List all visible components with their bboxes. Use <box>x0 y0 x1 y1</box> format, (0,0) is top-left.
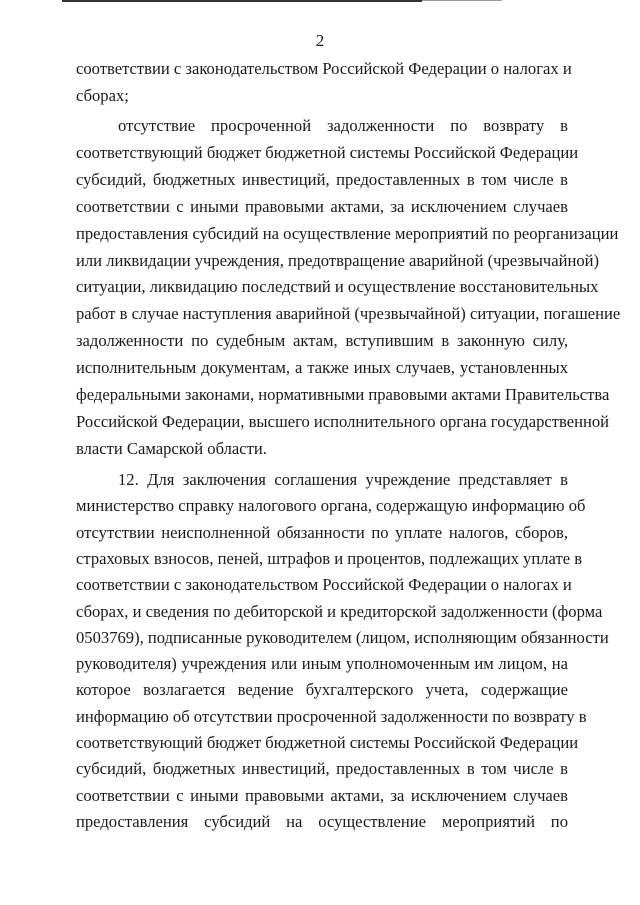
page-number: 2 <box>315 31 325 50</box>
text-line: которое возлагается ведение бухгалтерского учета, содержащие <box>76 680 568 700</box>
text-line: ситуации, ликвидацию последствий и осуществление восстановительных <box>76 277 599 297</box>
text-line: Российской Федерации, высшего исполнительного органа государственной <box>76 411 610 431</box>
text-line: задолженности по судебным актам, вступившим в законную силу, <box>76 331 568 351</box>
text-line: отсутствии неисполненной обязанности по уплате налогов, сборов, <box>76 522 568 542</box>
text-line: субсидий, бюджетных инвестиций, предоставленных в том числе в <box>76 759 568 779</box>
text-line: власти Самарской области. <box>76 438 267 458</box>
text-line: исполнительным документам, а также иных случаев, установленных <box>76 358 568 378</box>
text-line: или ликвидации учреждения, предотвращение аварийной (чрезвычайной) <box>76 250 600 270</box>
text-line: работ в случае наступления аварийной (чрезвычайной) ситуации, погашение <box>76 304 621 324</box>
text-line: соответствии с иными правовыми актами, за исключением случаев <box>76 785 568 805</box>
text-line: соответствующий бюджет бюджетной системы Российской Федерации <box>76 142 579 162</box>
text-line: 12. Для заключения соглашения учреждение представляет в <box>118 470 568 489</box>
scan-edge-artifact <box>422 0 502 1</box>
scan-edge-artifact <box>62 0 422 2</box>
text-line: сборах; <box>76 86 129 105</box>
text-line: федеральными законами, нормативными правовыми актами Правительства <box>76 385 610 404</box>
text-line: страховых взносов, пеней, штрафов и процентов, подлежащих уплате в <box>76 548 583 568</box>
text-line: информацию об отсутствии просроченной задолженности по возврату в <box>76 706 587 726</box>
text-line: 0503769), подписанные руководителем (лицом, исполняющим обязанности <box>76 627 609 647</box>
text-line: соответствии с законодательством Российской Федерации о налогах и <box>76 59 572 78</box>
text-line: соответствии с законодательством Российской Федерации о налогах и <box>76 575 572 595</box>
text-line: соответствующий бюджет бюджетной системы Российской Федерации <box>76 733 579 752</box>
text-line: руководителя) учреждения или иным уполномоченным им лицом, на <box>76 654 568 674</box>
text-line: соответствии с иными правовыми актами, за исключением случаев <box>76 196 568 216</box>
text-line: сборах, и сведения по дебиторской и кредиторской задолженности (форма <box>76 601 603 621</box>
text-line: субсидий, бюджетных инвестиций, предоставленных в том числе в <box>76 169 568 189</box>
text-line: предоставления субсидий на осуществление мероприятий по <box>76 811 568 831</box>
text-line: отсутствие просроченной задолженности по возврату в <box>118 116 568 135</box>
text-line: предоставления субсидий на осуществление мероприятий по реорганизации <box>76 223 619 243</box>
text-line: министерство справку налогового органа, содержащую информацию об <box>76 496 586 516</box>
